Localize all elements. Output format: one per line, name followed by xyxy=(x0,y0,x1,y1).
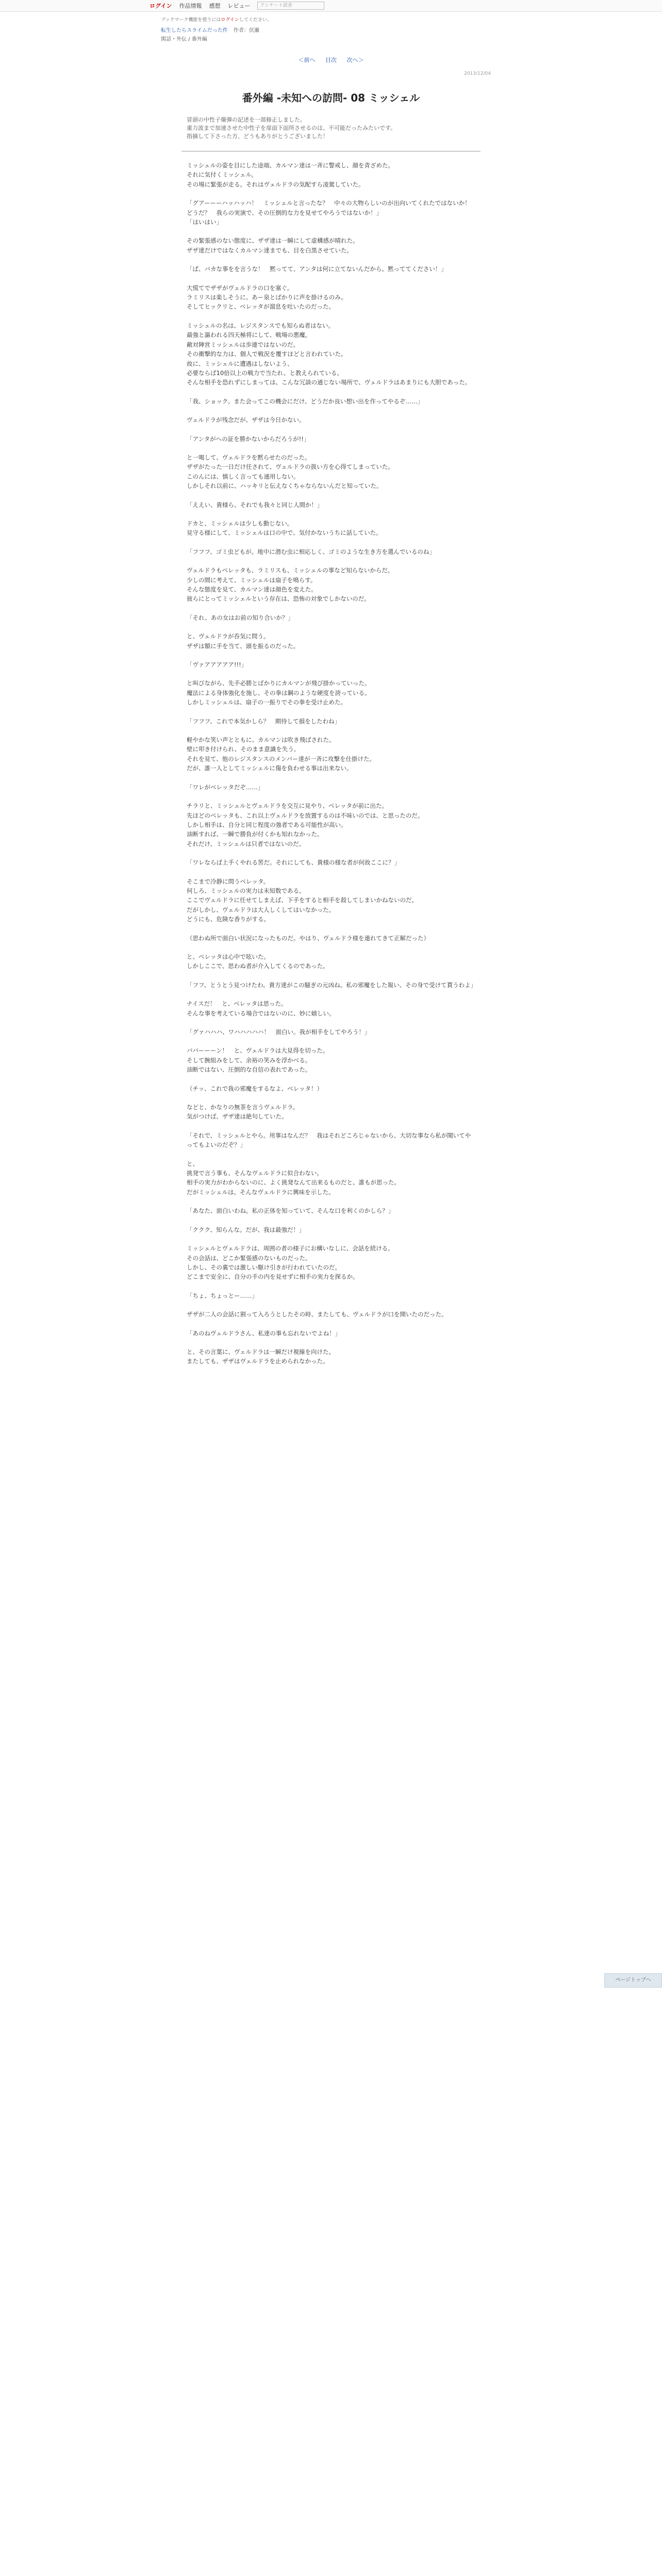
paragraph: 「あなた、面白いわね。私の正体を知っていて、そんな口を利くのかしら？」 xyxy=(187,1207,394,1215)
paragraph: 「ヴァアアアアア!!!」 xyxy=(187,661,247,669)
paragraph: 「我、ショック。また会ってこの機会にだけ、どうだか良い想い出を作ってやるぞ……」 xyxy=(187,397,423,405)
toc-link[interactable]: 目次 xyxy=(325,57,337,63)
paragraph: チラリと、ミッシェルとヴェルドラを交互に見やり、ベレッタが前に出た。 先ほどのベレッタも、これ以上ヴェルドラを放置するのは不味いのでは、と思ったのだ。 しかし相手は、自分と同じ程度の強者である可能性が高い。 油断すれば、一瞬で勝負が付くかも知れなかった。 それだけ、ミッシェルは只者ではないのだ。 xyxy=(187,802,424,848)
paragraph: ミッシェルの姿を目にした途端、カルマン達は一斉に警戒し、顔を青ざめた。 それに気付くミッシェル。 その場に緊張が走る。それはヴェルドラの気配すら凌駕していた。 xyxy=(187,162,394,188)
page-top-button[interactable]: ページトップへ xyxy=(604,1973,662,1988)
paragraph: ヴェルドラが残念だが、ザザは今日かない。 xyxy=(187,416,305,424)
paragraph: ババーーーン！ と、ヴェルドラは大見得を切った。 そして腕組みをして、余裕の笑みを浮かべる。 油断ではない、圧倒的な自信の表れであった。 xyxy=(187,1047,329,1074)
paragraph: 大慌てでザザがヴェルドラの口を塞ぐ。 ラミリスは楽しそうに、あー泉とばかりに声を掛けるのみ。 そしてヒックリと、ベレッタが溜息を吐いたのだった。 xyxy=(187,284,347,311)
preface xyxy=(187,116,475,141)
login-link[interactable]: ログイン xyxy=(150,3,172,9)
paragraph: 「ええい、貴様ら、それでも我々と同じ人間か！」 xyxy=(187,501,323,509)
author-label[interactable]: 作者：伏瀬 xyxy=(233,28,259,33)
chapter-title: 番外編 -未知への訪問- 08 ミッシェル xyxy=(242,92,420,104)
paragraph: その緊張感のない態度に、ザザ達は一瞬にして虚構感が晴れた。 ザザ達だけではなくカルマン達までも、目を白黒させていた。 xyxy=(187,237,359,254)
paragraph: 「ワレがベレッタだぞ……」 xyxy=(187,783,264,791)
paragraph: と、ベレッタは心中で呟いた。 しかしここで、思わぬ者が介入してくるのであった。 xyxy=(187,953,329,970)
publish-date: 2013/12/04 xyxy=(464,71,491,76)
paragraph: 「あのねヴェルドラさん、私達の事も忘れないでよね！」 xyxy=(187,1329,341,1337)
top-nav-bar xyxy=(0,0,662,12)
paragraph: と叫びながら、先手必勝とばかりにカルマンが飛び掛かっていった。 魔法による身体強化を施し、その拳は鋼のような硬度を誇っている。 しかしミッシェルは、扇子の一振りでその拳を受け止めた。 xyxy=(187,680,371,706)
paragraph: と、その言葉に、ヴェルドラは一瞬だけ視線を向けた。 またしても、ザザはヴェルドラを止められなかった。 xyxy=(187,1348,335,1365)
paragraph: などと、かなりの無茶を言うヴェルドラ。 気がつけば、ザザ達は絶句していた。 xyxy=(187,1104,299,1121)
search-input[interactable]: アンケート読者 xyxy=(257,2,324,10)
nav-comments[interactable]: 感想 xyxy=(209,3,221,9)
chapter-body xyxy=(187,161,475,1366)
paragraph: 「アンタがへの証を勝かないからだろうが!!」 xyxy=(187,435,310,443)
preface-line: 重力波まで加速させた中性子を扉面下面所させるのは、不可能だったみたいです。 xyxy=(187,125,396,131)
paragraph: （チッ、これで我の邪魔をするなよ、ベレッタ！） xyxy=(187,1084,323,1092)
next-link[interactable]: 次へ＞ xyxy=(346,57,364,63)
paragraph: （思わぬ所で面白い状況になったものだ。やはり、ヴェルドラ様を連れてきて正解だった） xyxy=(187,934,430,942)
paragraph: 「ワレならば上手くやれる筈だ。それにしても、貴様の様な者が何故ここに？」 xyxy=(187,859,400,867)
main-content xyxy=(161,16,501,1366)
paragraph: 「フフフ、これで本気かしら？ 期待して損をしたわね」 xyxy=(187,717,341,725)
paragraph: 「ば、バカな事をを言うな！ 黙ってて、アンタは何に立てないんだから。黙っててください！」 xyxy=(187,265,447,273)
notice-suffix: してください。 xyxy=(239,18,272,23)
preface-line: 冒頭の中性子爆弾の記述を一部修正しました。 xyxy=(187,116,306,123)
paragraph: 「フフフ、ゴミ虫どもが。地中に潜む虫に相応しく、ゴミのような生き方を選んでいるのね」 xyxy=(187,548,435,555)
paragraph: 「ク゚アーーーハッハッハ！ ミッシェルと言ったな？ 中々の大物らしいのが出向いてくれたではないか！ どうだ？ 我らの実演で、その圧倒的な力を見せてやろうではないか！」 「はいはい」 xyxy=(187,199,471,226)
paragraph: そこまで冷静に問うベレッタ。 何しろ、ミッシェルの実力は未知数である。 ここでヴェルドラに任せてしまえば、下手をすると相手を殺してしまいかねないのだ。 だがしかし、ヴェルドラは大人しくしてはいなかった。 どうにも、危険な香りがする。 xyxy=(187,877,418,923)
paragraph: 「ちょ、ちょっとー……」 xyxy=(187,1292,258,1299)
notice-login-link[interactable]: ログイン xyxy=(221,18,239,23)
series-line xyxy=(161,26,501,33)
paragraph: ミッシェルの名は、レジスタンスでも知らぬ者はない。 最強と謳われる四天極将にして、戦場の悪魔。 敵対陣営ミッシェルは歩連ではないのだ。 その衝撃的な力は、個人で戦況を覆すほどと言われていた。 故に、ミッシェルに遭遇はしないよう、 必要ならば10倍以上の戦力で当たれ、と教えられている。 そんな相手を恐れずにしまっては、こんな冗談の通じない場所で、ヴェルドラはあまりにも大胆であった。 xyxy=(187,321,471,386)
notice-prefix: ブックマーク機能を使うには xyxy=(161,18,221,23)
paragraph: 「ク゚ァハハハ、ワハハハハハ！ 面白い。我が相手をしてやろう！」 xyxy=(187,1028,371,1036)
nav-reviews[interactable]: レビュー xyxy=(227,3,251,9)
bookmark-notice xyxy=(161,16,501,23)
breadcrumb: 閑話・外伝 / 番外編 xyxy=(161,37,207,42)
paragraph: ナイスだ！ と、ベレッタは思った。 そんな事を考えている場合ではないのに、妙に嬉しい。 xyxy=(187,1000,335,1017)
series-title[interactable]: 転生したらスライムだった件 xyxy=(161,28,228,33)
nav-info[interactable]: 作品情報 xyxy=(179,3,202,9)
chapter-pager xyxy=(161,56,501,64)
paragraph: ヴェルドラもベレッタも、ラミリスも、ミッシェルの事など知らないからだ。 少しの間に考えて、ミッシェルは扇子を鳴らす。 そんな態度を見て、カルマン達は顔色を変えた。 彼らにとってミッシェルという存在は、恐怖の対象でしかないのだ。 xyxy=(187,567,394,603)
paragraph: と、ヴェルドラが呑気に問う。 ザザは額に手を当て、頭を振るのだった。 xyxy=(187,633,300,650)
preface-line: 指摘して下さった方、どうもありがとうございました！ xyxy=(187,133,328,140)
paragraph: 「ククク、知らんな。だが、我は最強だ！」 xyxy=(187,1226,305,1233)
paragraph: ザザが二人の会話に割って入ろうとしたその時、またしても、ヴェルドラが口を開いたのだった。 xyxy=(187,1311,448,1318)
paragraph: ドカと、ミッシェルは少しも動じない。 見守る様にして、ミッシェルは口の中で、気付かないうちに話していた。 xyxy=(187,519,382,537)
paragraph: と一喝して、ヴェルドラを黙らせたのだった。 ザザがたった一日だけ任されて、ヴェルドラの扱い方を心得てしまっていた。 このんには、慎しく言っても通用しない。 しかしそれ以前に、ハッキリと伝えなくちゃならないんだと知っていた。 xyxy=(187,453,394,490)
paragraph: 「フフ、とうとう見つけたわ。貴方達がこの騒ぎの元凶ね。私の邪魔をした報い、その身で受けて貰うわよ」 xyxy=(187,981,477,989)
paragraph: 「それで、ミッシェルとやら。用事はなんだ？ 我はそれどころじゃないから、大切な事なら私が聞いてやってもよいのだぞ？」 xyxy=(187,1131,471,1149)
paragraph: ミッシェルとヴェルドラは、周囲の者の様子にお構いなしに、会話を続ける。 その会話は、どこか緊張感のないものだった。 しかし、その裏では激しい駆け引きが行われていたのだ。 どこまで安全に、自分の手の内を見せずに相手の実力を探るか。 xyxy=(187,1245,394,1281)
paragraph: 「それ、あの女はお前の知り合いか？」 xyxy=(187,614,294,621)
prev-link[interactable]: ＜前へ xyxy=(298,57,316,63)
paragraph: と、 挑発で言う事も、そんなヴェルドラに似合わない。 相手の実力がわからないのに、よく挑発なんて出来るものだと、誰もが思った。 だがミッシェルは、そんなヴェルドラに興味を示した。 xyxy=(187,1160,400,1196)
paragraph: 軽やかな笑い声とともに、カルマンは吹き飛ばされた。 壁に叩き付けられ、そのまま意識を失う。 それを見て、他のレジスタンスのメンバー達が一斉に攻撃を仕掛けた。 だが、誰一人としてミッシェルに傷を負わせる事は出来ない。 xyxy=(187,736,375,772)
